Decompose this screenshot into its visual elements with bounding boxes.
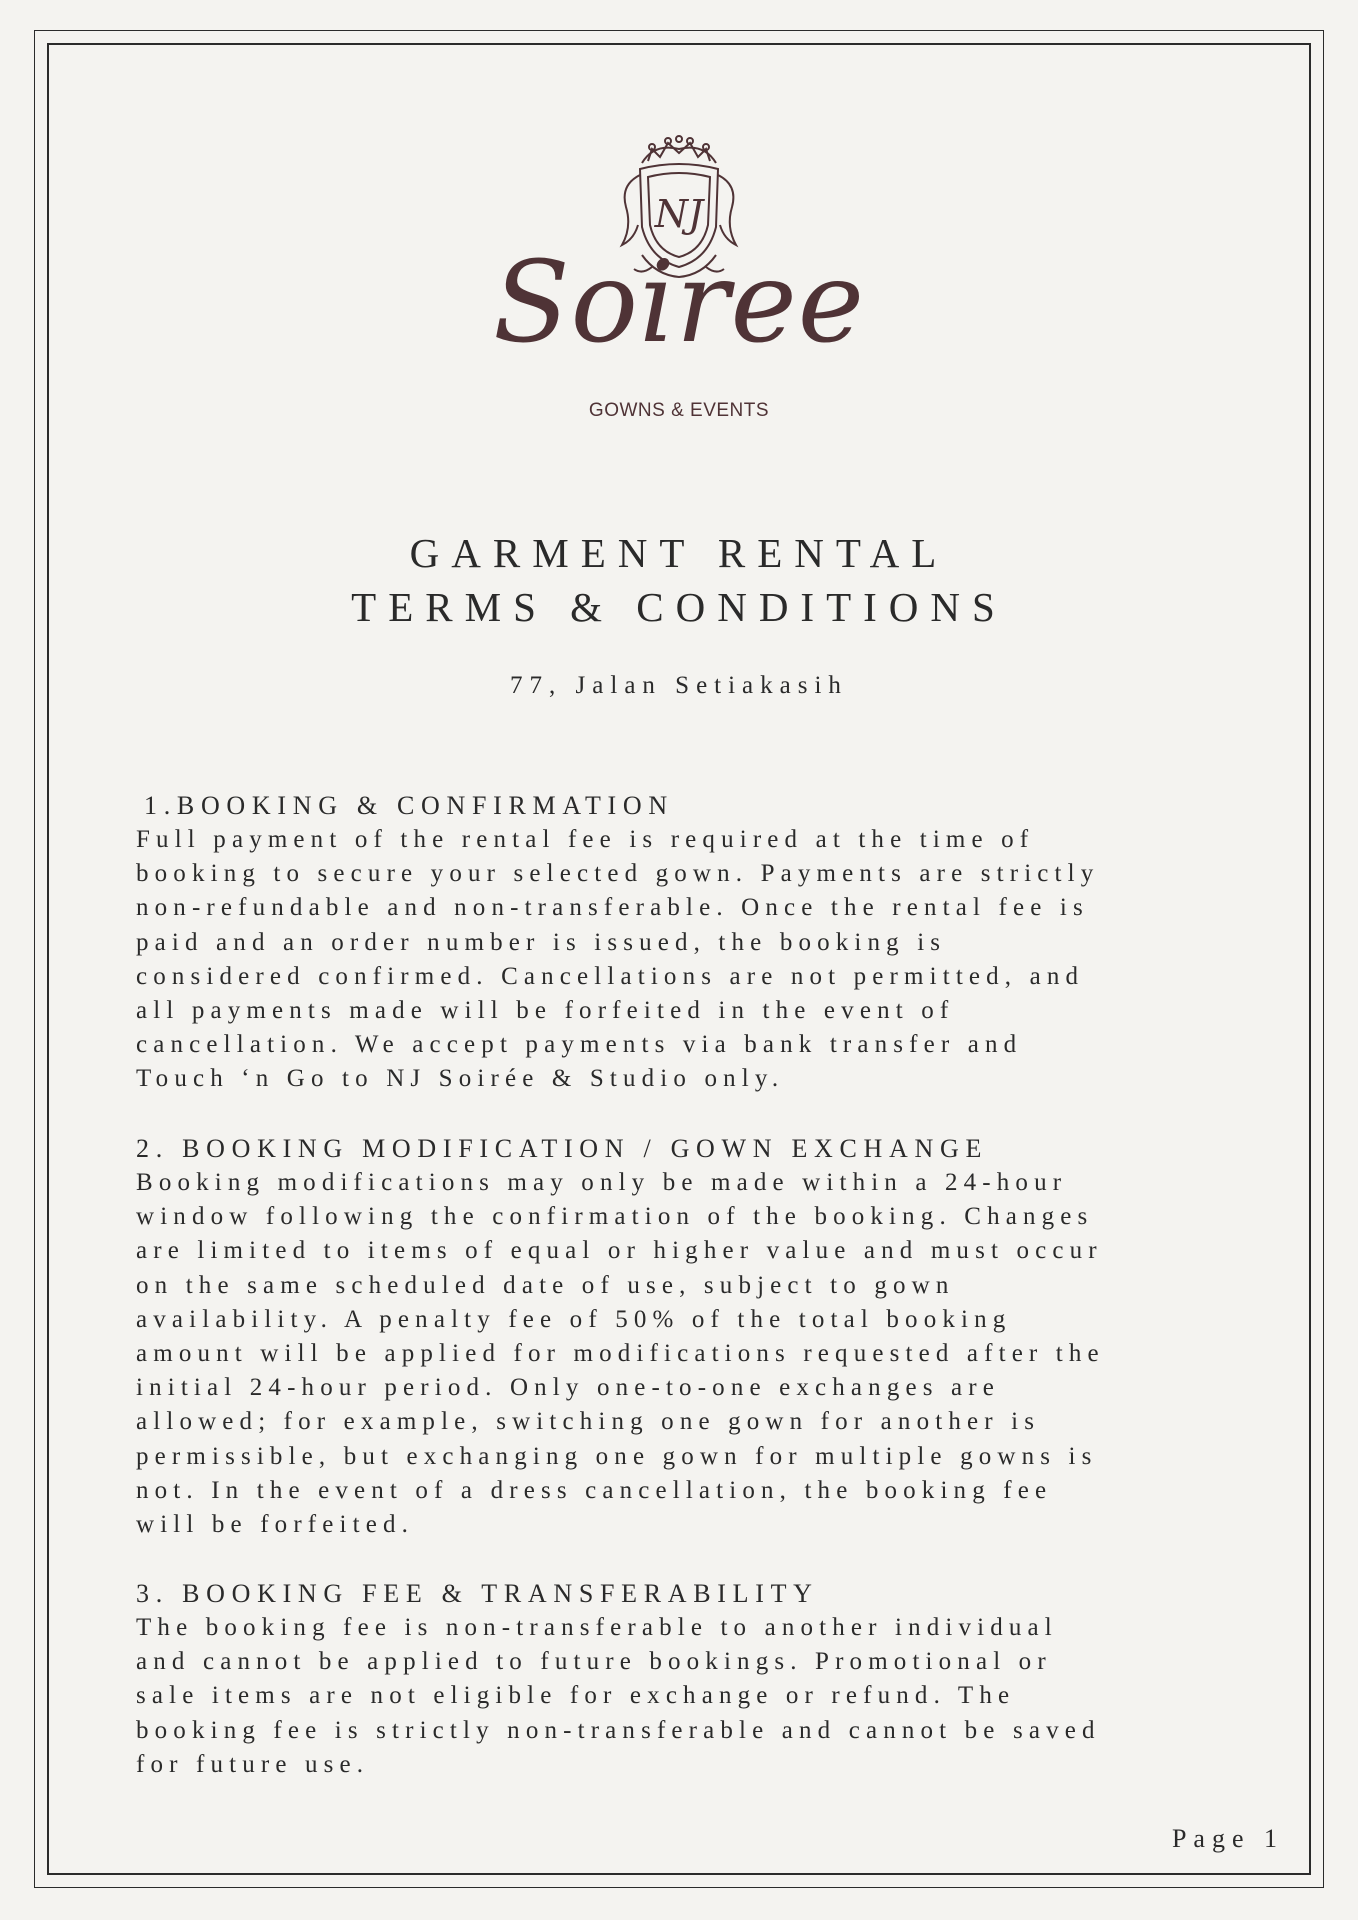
- section-heading: 2. BOOKING MODIFICATION / GOWN EXCHANGE: [136, 1134, 989, 1163]
- section-heading: 3. BOOKING FEE & TRANSFERABILITY: [136, 1579, 819, 1608]
- document-title-line-2: TERMS & CONDITIONS: [351, 584, 1007, 630]
- page-number: Page 1: [1171, 1824, 1284, 1853]
- section-body: Full payment of the rental fee is required at the time of booking to secure your selected gown. Payments are strictly non-refundable and non-transferable. Once the rental fee is paid and an order number is issued, the booking is considered confirmed. Cancellations are not permitted, and all payments made will be forfeited in the event of cancellation. We accept payments via bank transfer and Touch ‘n Go to NJ Soirée & Studio only.: [136, 826, 1100, 1093]
- section-heading: 1.BOOKING & CONFIRMATION: [144, 791, 674, 820]
- document-title-line-1: GARMENT RENTAL: [409, 530, 949, 576]
- brand-tagline: GOWNS & EVENTS: [588, 400, 770, 421]
- section-booking-modification: [136, 1132, 1256, 1542]
- section-body: Booking modifications may only be made within a 24-hour window following the confirmation of the booking. Changes are limited to items of equal or higher value and must occur on the same scheduled date of use, subject to gown availability. A penalty fee of 50% of the total booking amount will be applied for modifications requested after the initial 24-hour period. Only one-to-one exchanges are allowed; for example, switching one gown for another is permissible, but exchanging one gown for multiple gowns is not. In the event of a dress cancellation, the booking fee will be forfeited.: [136, 1169, 1105, 1539]
- brand-name: Soiree: [492, 238, 866, 368]
- section-booking-confirmation: [136, 789, 1256, 1097]
- section-body: The booking fee is non-transferable to another individual and cannot be applied to future bookings. Promotional or sale items are not eligible for exchange or refund. The booking fee is strictly non-transferable and cannot be saved for future use.: [136, 1614, 1101, 1778]
- section-booking-fee: [136, 1577, 1256, 1782]
- business-address: 77, Jalan Setiakasih: [510, 672, 848, 699]
- crest-monogram-text: NJ: [654, 192, 704, 236]
